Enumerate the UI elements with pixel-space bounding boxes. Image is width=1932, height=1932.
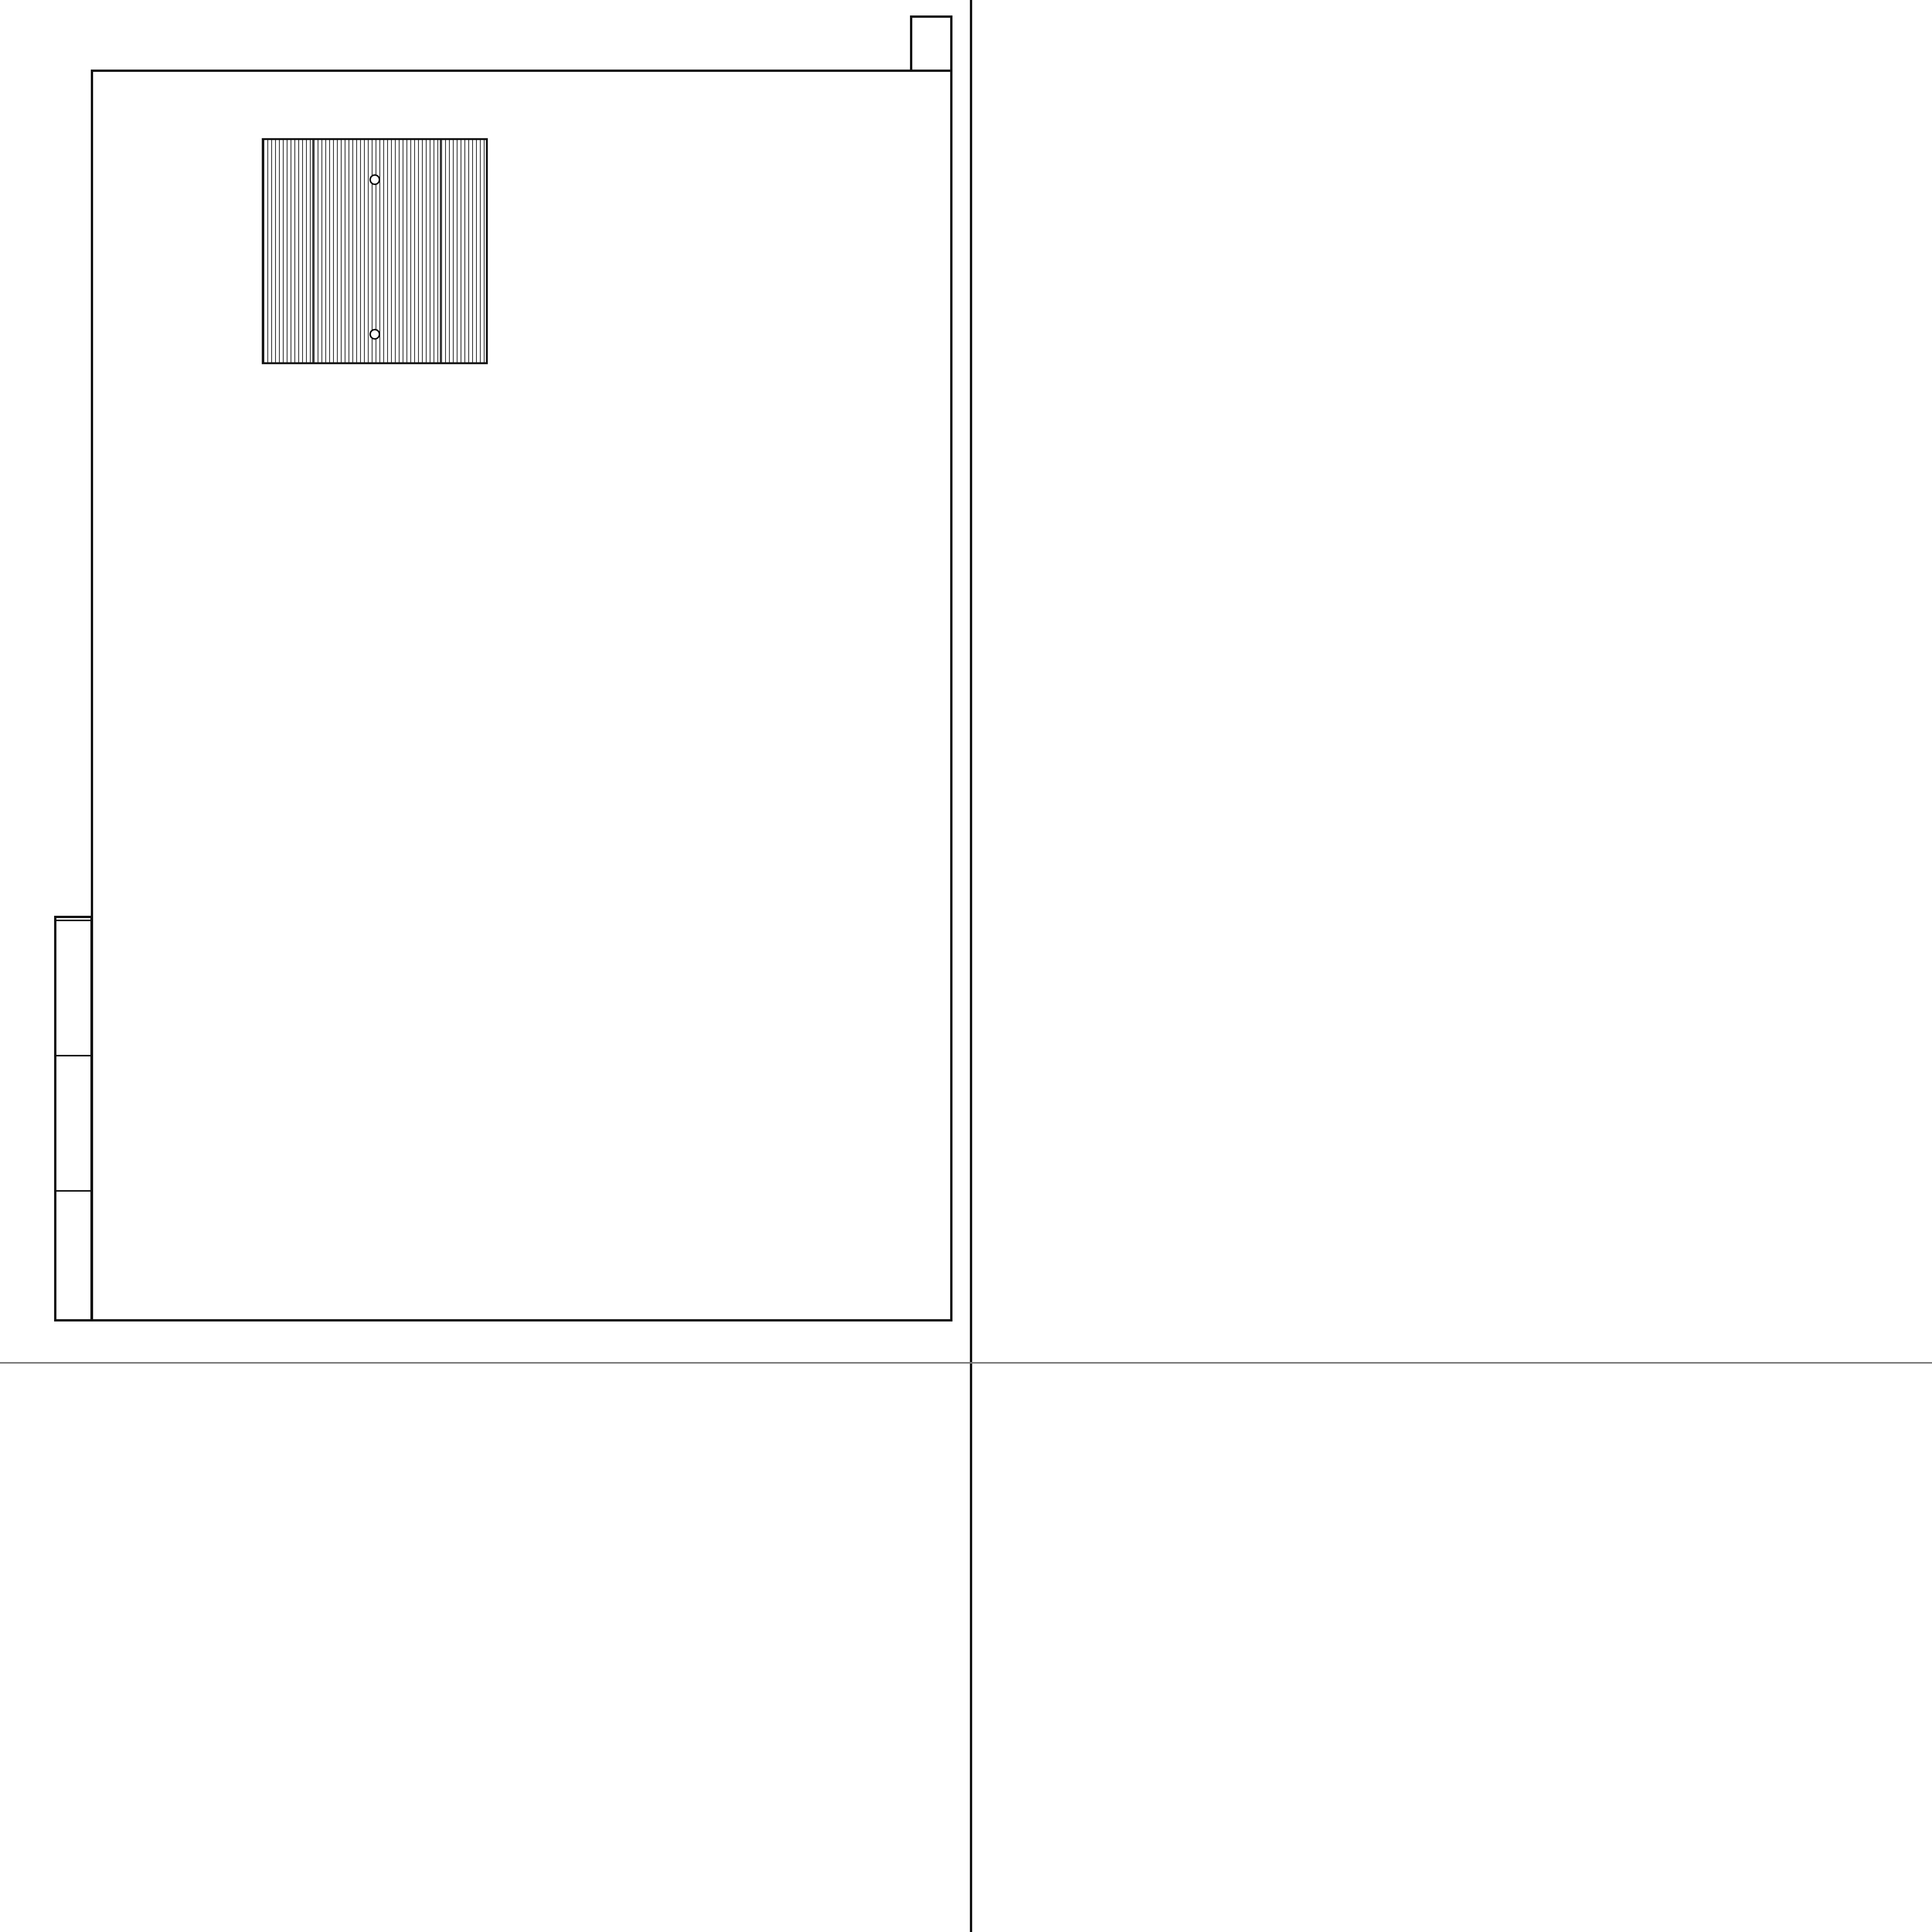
binding-divider <box>54 1055 93 1056</box>
binding-divider <box>54 1190 93 1192</box>
drawing-sheet <box>8 4 962 1333</box>
drawing-area <box>97 77 947 580</box>
anchor-hole <box>370 175 379 184</box>
binding-strip <box>54 916 93 1321</box>
technical-drawing <box>97 77 947 580</box>
binding-divider <box>54 920 93 921</box>
center-vertical-divider <box>970 0 972 1932</box>
sheet-number-box <box>910 15 952 72</box>
center-horizontal-divider <box>0 1362 1932 1364</box>
anchor-hole <box>370 330 379 339</box>
